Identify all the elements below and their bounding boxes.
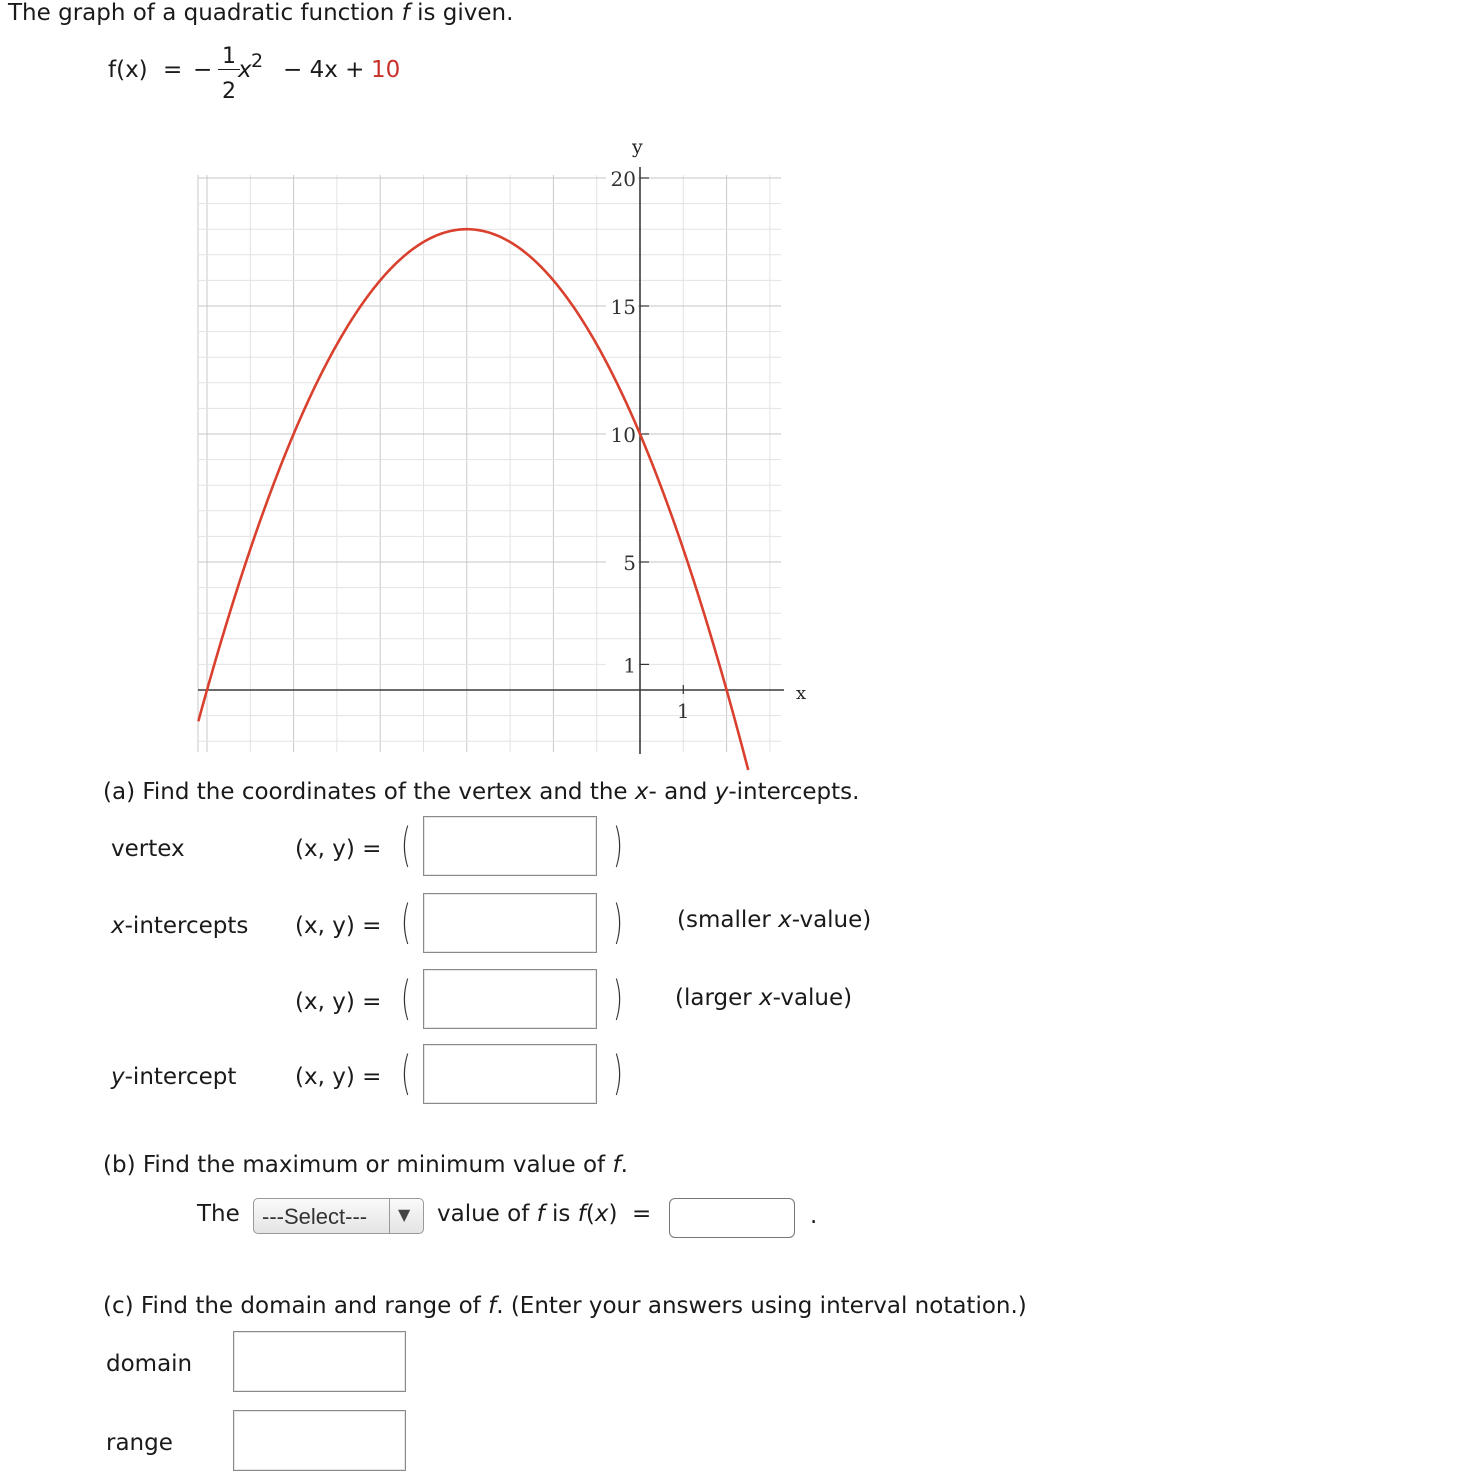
x-intercept-1-paren-close: ) <box>613 895 623 949</box>
equation-lhs: f(x) <box>108 57 148 83</box>
x-intercept-smaller-note: (smaller x-value) <box>677 907 872 933</box>
prompt-text: The graph of a quadratic function <box>8 0 402 26</box>
part-a-text-2: - and <box>648 779 715 805</box>
graph-grid <box>198 175 781 752</box>
graph-curve <box>198 229 748 770</box>
x-intercept-larger-note: (larger x-value) <box>675 985 853 1011</box>
x-intercept-1-coord-label: (x, y) = <box>295 913 382 939</box>
x-axis-label: x <box>796 683 807 704</box>
equation-middle: − 4x + <box>283 57 365 83</box>
equation-equals: = <box>163 57 183 83</box>
y-intercept-paren-close: ) <box>613 1046 623 1100</box>
part-a-title <box>103 779 859 805</box>
x-intercept-2-coord-label: (x, y) = <box>295 989 382 1015</box>
y-tick-label: 20 <box>610 167 636 191</box>
part-a-x: x <box>634 779 649 805</box>
domain-input[interactable] <box>233 1331 406 1392</box>
equation-constant: 10 <box>371 57 401 83</box>
y-intercept-label: y-intercept <box>111 1064 237 1090</box>
parabola-curve <box>198 229 748 770</box>
equation-minus: − <box>193 57 213 83</box>
y-axis-label: y <box>632 136 643 158</box>
equation-x: x <box>238 57 252 83</box>
y-intercept-paren-open: ( <box>401 1046 411 1100</box>
vertex-paren-close: ) <box>613 818 623 872</box>
part-b-middle: value of f is f(x) = <box>437 1201 652 1227</box>
range-label: range <box>106 1430 173 1456</box>
range-input[interactable] <box>233 1410 406 1471</box>
part-a-y: y <box>714 779 729 805</box>
x-tick-label: 1 <box>676 699 690 723</box>
max-min-select[interactable] <box>253 1198 424 1234</box>
domain-label: domain <box>106 1351 193 1377</box>
vertex-input[interactable] <box>423 816 597 876</box>
y-intercept-coord-label: (x, y) = <box>295 1064 382 1090</box>
part-b-the: The <box>197 1201 240 1227</box>
select-value: ---Select--- <box>262 1204 368 1229</box>
equation-exponent: 2 <box>251 50 264 72</box>
x-intercept-2-paren-open: ( <box>401 971 411 1025</box>
extreme-value-input[interactable] <box>669 1198 795 1238</box>
vertex-coord-label: (x, y) = <box>295 836 382 862</box>
y-intercept-input[interactable] <box>423 1044 597 1104</box>
part-b-title: (b) Find the maximum or minimum value of f. <box>103 1152 628 1178</box>
graph-ticks <box>606 166 690 723</box>
x-intercepts-label: x-intercepts <box>111 913 249 939</box>
y-tick-label: 10 <box>610 423 636 447</box>
y-tick-label: 15 <box>610 295 636 319</box>
fraction-denominator: 2 <box>222 79 236 104</box>
part-c-title: (c) Find the domain and range of f. (Enter your answers using interval notation.) <box>103 1293 1027 1319</box>
part-a-text-1: (a) Find the coordinates of the vertex and the <box>103 779 635 805</box>
x-intercept-larger-input[interactable] <box>423 969 597 1029</box>
prompt-function-name: f <box>401 0 410 26</box>
part-b-period: . <box>810 1203 818 1229</box>
part-a-text-3: -intercepts. <box>728 779 860 805</box>
y-tick-label: 5 <box>623 551 636 575</box>
vertex-paren-open: ( <box>401 818 411 872</box>
fraction-numerator: 1 <box>222 44 236 69</box>
x-intercept-2-paren-close: ) <box>613 971 623 1025</box>
prompt-end: is given. <box>409 0 514 26</box>
x-intercept-1-paren-open: ( <box>401 895 411 949</box>
chevron-down-icon[interactable]: ▼ <box>389 1199 423 1233</box>
vertex-label: vertex <box>111 836 185 862</box>
x-intercept-smaller-input[interactable] <box>423 893 597 953</box>
y-tick-label: 1 <box>623 653 636 678</box>
